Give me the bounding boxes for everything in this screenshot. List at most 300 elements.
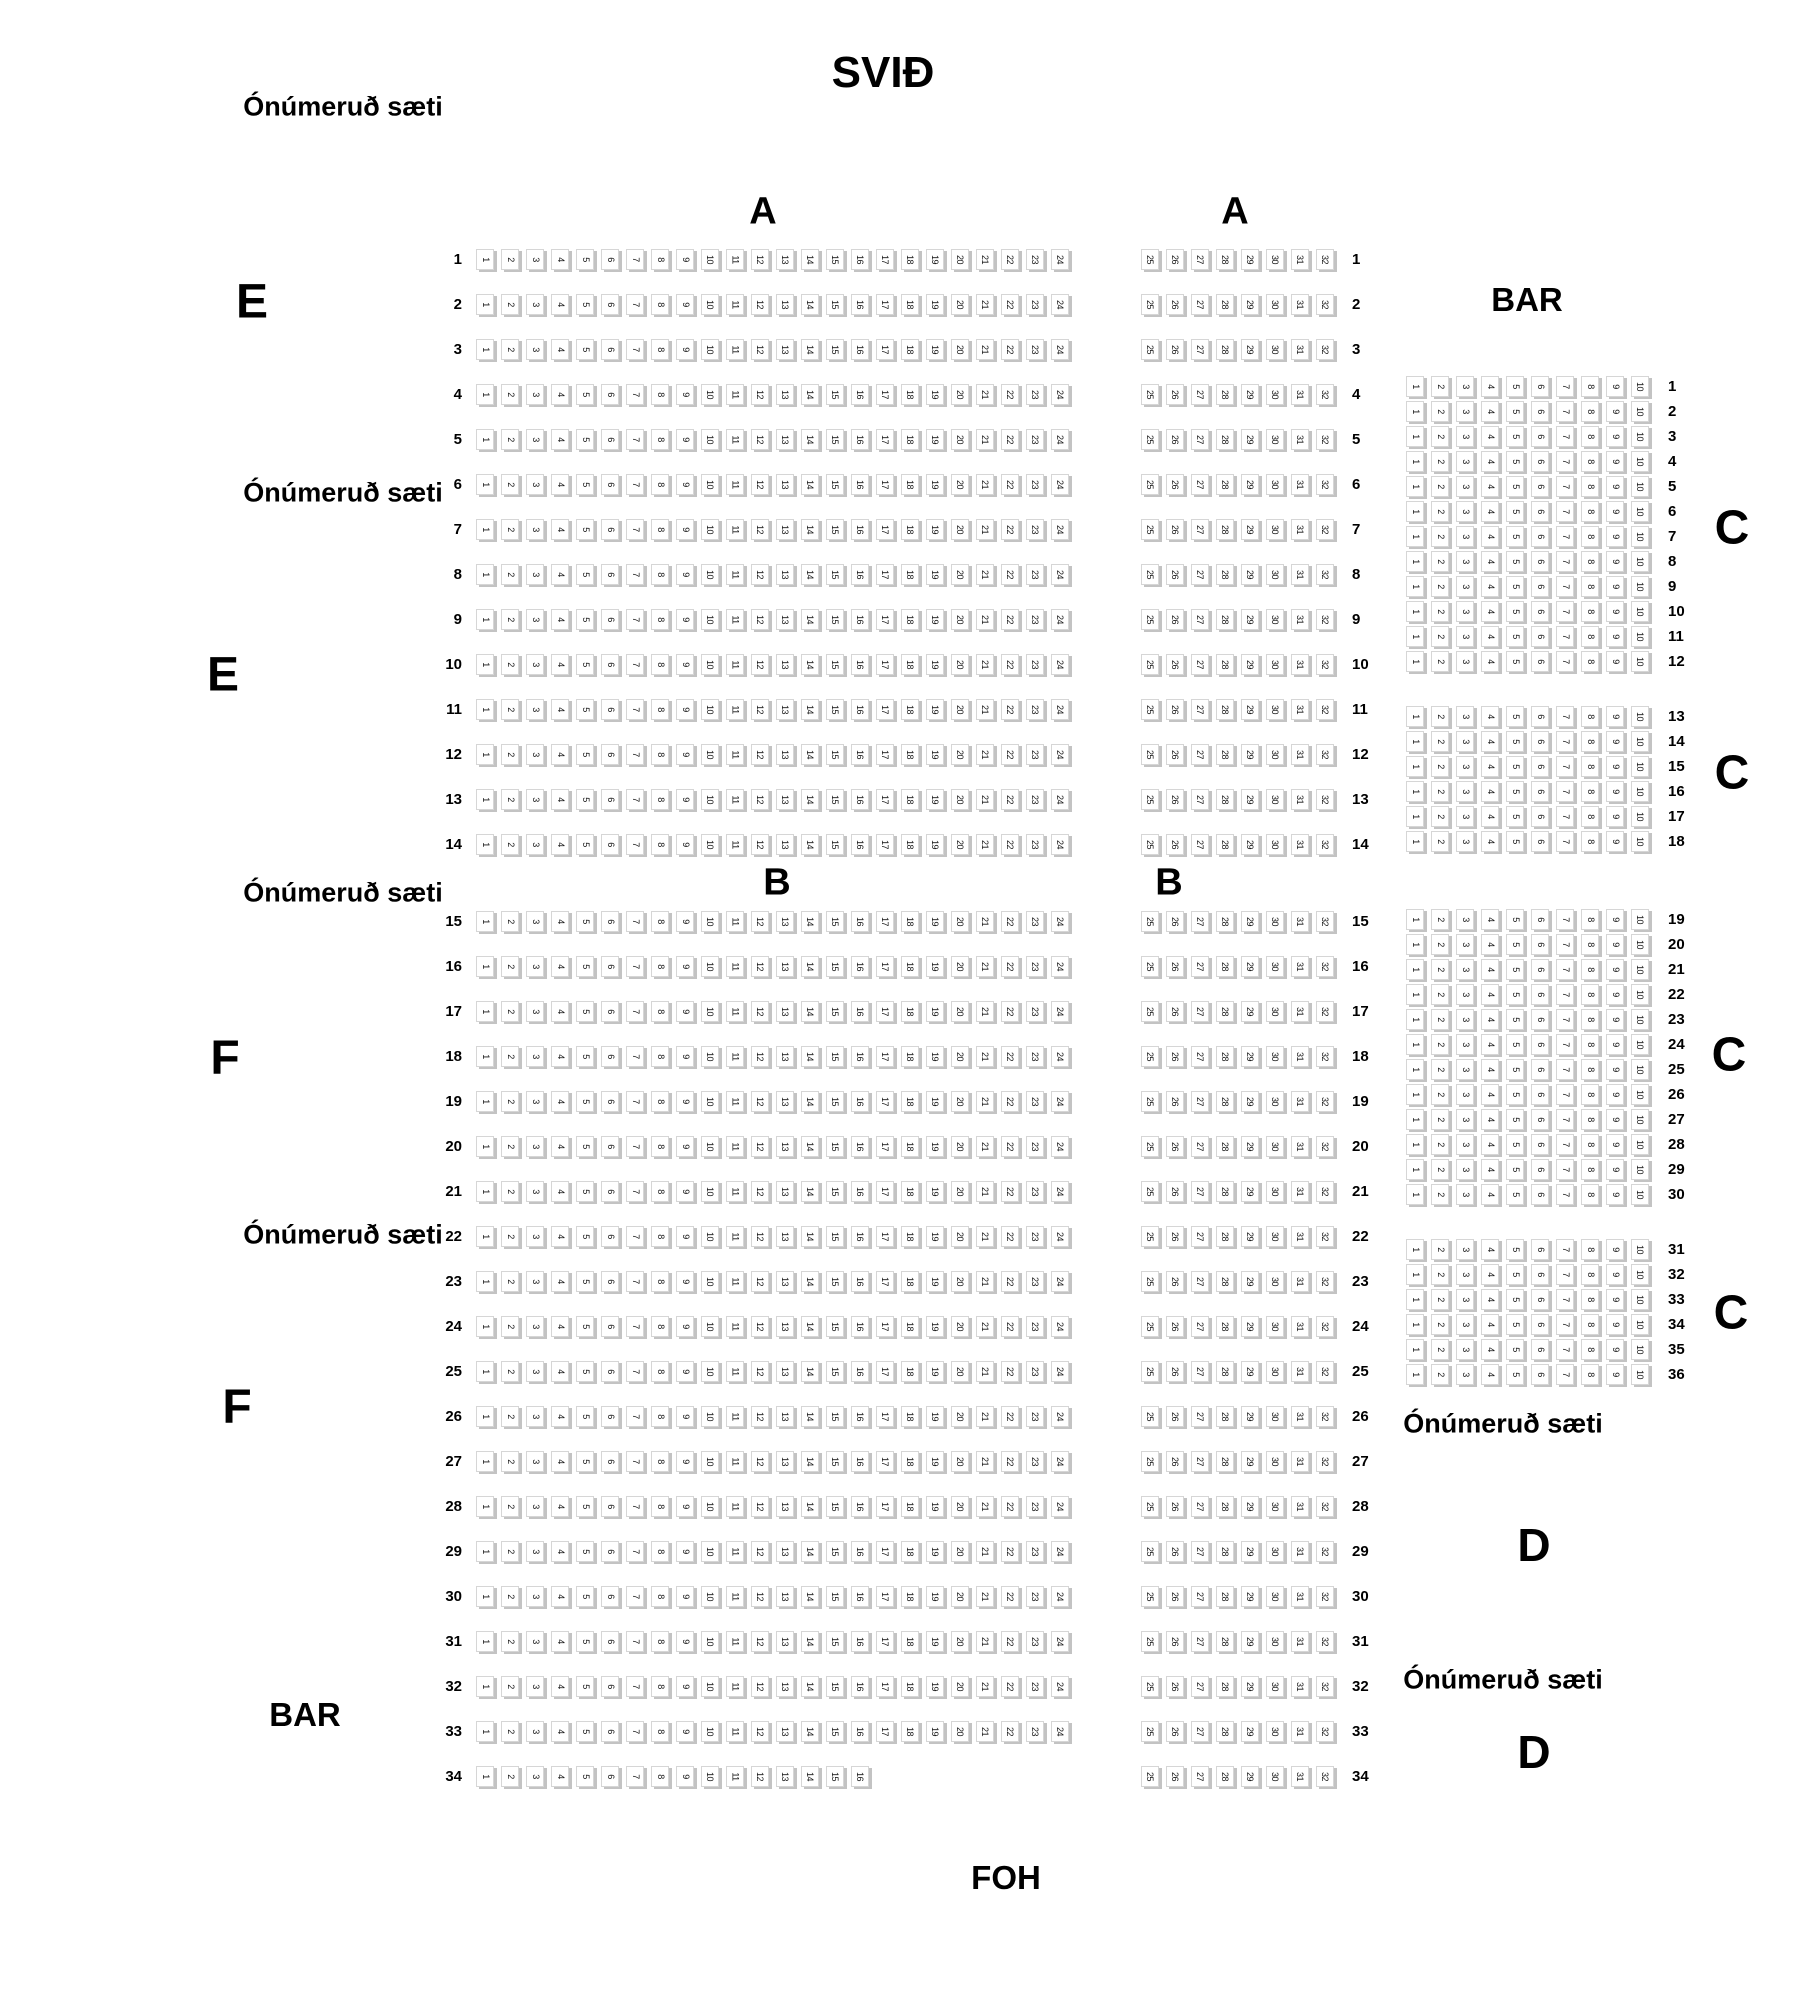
seat[interactable] [1581,756,1599,777]
seat[interactable] [926,654,944,675]
seat[interactable] [1216,429,1234,450]
seat[interactable] [1266,1136,1284,1157]
seat[interactable] [776,654,794,675]
seat[interactable] [576,744,594,765]
seat[interactable] [1606,1364,1624,1385]
seat[interactable] [1581,1109,1599,1130]
seat[interactable] [1481,1264,1499,1285]
seat[interactable] [476,654,494,675]
seat[interactable] [526,249,544,270]
seat[interactable] [1241,1496,1259,1517]
seat[interactable] [701,564,719,585]
seat[interactable] [651,1766,669,1787]
seat[interactable] [726,1406,744,1427]
seat[interactable] [701,294,719,315]
seat[interactable] [826,1541,844,1562]
seat[interactable] [1581,626,1599,647]
seat[interactable] [1431,781,1449,802]
seat[interactable] [1051,1451,1069,1472]
seat[interactable] [1581,1134,1599,1155]
seat[interactable] [926,294,944,315]
seat[interactable] [1481,781,1499,802]
seat[interactable] [776,1541,794,1562]
seat[interactable] [1481,1364,1499,1385]
seat[interactable] [726,1451,744,1472]
seat[interactable] [1456,576,1474,597]
seat[interactable] [926,609,944,630]
seat[interactable] [1026,911,1044,932]
seat[interactable] [826,1271,844,1292]
seat[interactable] [651,249,669,270]
seat[interactable] [601,956,619,977]
seat[interactable] [1581,651,1599,672]
seat[interactable] [626,1001,644,1022]
seat[interactable] [601,1451,619,1472]
seat[interactable] [1316,429,1334,450]
seat[interactable] [1531,501,1549,522]
seat[interactable] [1456,1034,1474,1055]
seat[interactable] [1556,576,1574,597]
seat[interactable] [826,1631,844,1652]
seat[interactable] [1581,934,1599,955]
seat[interactable] [1631,476,1649,497]
seat[interactable] [501,911,519,932]
seat[interactable] [751,1766,769,1787]
seat[interactable] [851,1766,869,1787]
seat[interactable] [576,249,594,270]
seat[interactable] [1406,401,1424,422]
seat[interactable] [876,1001,894,1022]
seat[interactable] [526,834,544,855]
seat[interactable] [1291,1721,1309,1742]
seat[interactable] [1216,1091,1234,1112]
seat[interactable] [1166,429,1184,450]
seat[interactable] [951,1226,969,1247]
seat[interactable] [1481,909,1499,930]
seat[interactable] [1406,1239,1424,1260]
seat[interactable] [926,1091,944,1112]
seat[interactable] [626,744,644,765]
seat[interactable] [1531,1109,1549,1130]
seat[interactable] [576,1271,594,1292]
seat[interactable] [1531,1364,1549,1385]
seat[interactable] [551,294,569,315]
seat[interactable] [626,1091,644,1112]
seat[interactable] [1556,401,1574,422]
seat[interactable] [576,384,594,405]
seat[interactable] [1216,1541,1234,1562]
seat[interactable] [651,474,669,495]
seat[interactable] [1581,909,1599,930]
seat[interactable] [551,956,569,977]
seat[interactable] [1026,1136,1044,1157]
seat[interactable] [1481,1184,1499,1205]
seat[interactable] [476,1271,494,1292]
seat[interactable] [776,564,794,585]
seat[interactable] [1506,451,1524,472]
seat[interactable] [1266,294,1284,315]
seat[interactable] [676,1676,694,1697]
seat[interactable] [1631,651,1649,672]
seat[interactable] [1406,1184,1424,1205]
seat[interactable] [1431,526,1449,547]
seat[interactable] [526,744,544,765]
seat[interactable] [976,1046,994,1067]
seat[interactable] [1141,1316,1159,1337]
seat[interactable] [1406,601,1424,622]
seat[interactable] [676,429,694,450]
seat[interactable] [1051,1496,1069,1517]
seat[interactable] [1406,831,1424,852]
seat[interactable] [726,429,744,450]
seat[interactable] [726,1676,744,1697]
seat[interactable] [1001,1586,1019,1607]
seat[interactable] [1606,426,1624,447]
seat[interactable] [751,429,769,450]
seat[interactable] [826,1406,844,1427]
seat[interactable] [776,956,794,977]
seat[interactable] [1051,1406,1069,1427]
seat[interactable] [1606,1084,1624,1105]
seat[interactable] [626,834,644,855]
seat[interactable] [701,429,719,450]
seat[interactable] [1166,834,1184,855]
seat[interactable] [1141,911,1159,932]
seat[interactable] [1191,1676,1209,1697]
seat[interactable] [601,1496,619,1517]
seat[interactable] [926,1451,944,1472]
seat[interactable] [926,339,944,360]
seat[interactable] [976,1001,994,1022]
seat[interactable] [901,429,919,450]
seat[interactable] [1531,1059,1549,1080]
seat[interactable] [951,384,969,405]
seat[interactable] [1266,1721,1284,1742]
seat[interactable] [701,1631,719,1652]
seat[interactable] [726,1181,744,1202]
seat[interactable] [1481,1009,1499,1030]
seat[interactable] [476,1721,494,1742]
seat[interactable] [926,1721,944,1742]
seat[interactable] [601,1721,619,1742]
seat[interactable] [1141,789,1159,810]
seat[interactable] [1606,376,1624,397]
seat[interactable] [1241,1091,1259,1112]
seat[interactable] [1406,1134,1424,1155]
seat[interactable] [851,1226,869,1247]
seat[interactable] [1141,1496,1159,1517]
seat[interactable] [1266,1046,1284,1067]
seat[interactable] [1291,834,1309,855]
seat[interactable] [1216,699,1234,720]
seat[interactable] [1241,1451,1259,1472]
seat[interactable] [476,1541,494,1562]
seat[interactable] [851,1271,869,1292]
seat[interactable] [851,654,869,675]
seat[interactable] [1001,1721,1019,1742]
seat[interactable] [826,564,844,585]
seat[interactable] [751,1721,769,1742]
seat[interactable] [1581,831,1599,852]
seat[interactable] [1631,831,1649,852]
seat[interactable] [601,519,619,540]
seat[interactable] [601,474,619,495]
seat[interactable] [626,1226,644,1247]
seat[interactable] [1001,1181,1019,1202]
seat[interactable] [1291,1046,1309,1067]
seat[interactable] [776,911,794,932]
seat[interactable] [651,1676,669,1697]
seat[interactable] [501,1316,519,1337]
seat[interactable] [1026,1091,1044,1112]
seat[interactable] [951,834,969,855]
seat[interactable] [1631,1184,1649,1205]
seat[interactable] [1316,1766,1334,1787]
seat[interactable] [1631,731,1649,752]
seat[interactable] [1166,1451,1184,1472]
seat[interactable] [676,654,694,675]
seat[interactable] [1556,551,1574,572]
seat[interactable] [851,956,869,977]
seat[interactable] [726,911,744,932]
seat[interactable] [1141,429,1159,450]
seat[interactable] [776,1451,794,1472]
seat[interactable] [1506,806,1524,827]
seat[interactable] [1481,501,1499,522]
seat[interactable] [876,1091,894,1112]
seat[interactable] [776,1271,794,1292]
seat[interactable] [1316,1496,1334,1517]
seat[interactable] [751,294,769,315]
seat[interactable] [551,834,569,855]
seat[interactable] [851,911,869,932]
seat[interactable] [1481,376,1499,397]
seat[interactable] [651,339,669,360]
seat[interactable] [551,1361,569,1382]
seat[interactable] [1506,401,1524,422]
seat[interactable] [576,519,594,540]
seat[interactable] [1581,476,1599,497]
seat[interactable] [1266,1541,1284,1562]
seat[interactable] [701,1586,719,1607]
seat[interactable] [976,609,994,630]
seat[interactable] [1191,1361,1209,1382]
seat[interactable] [1241,956,1259,977]
seat[interactable] [526,384,544,405]
seat[interactable] [926,911,944,932]
seat[interactable] [976,1091,994,1112]
seat[interactable] [1141,1766,1159,1787]
seat[interactable] [476,339,494,360]
seat[interactable] [526,1226,544,1247]
seat[interactable] [826,1046,844,1067]
seat[interactable] [751,1316,769,1337]
seat[interactable] [601,339,619,360]
seat[interactable] [551,384,569,405]
seat[interactable] [976,956,994,977]
seat[interactable] [501,1046,519,1067]
seat[interactable] [1141,654,1159,675]
seat[interactable] [1606,1034,1624,1055]
seat[interactable] [751,1586,769,1607]
seat[interactable] [476,429,494,450]
seat[interactable] [1191,1586,1209,1607]
seat[interactable] [1531,476,1549,497]
seat[interactable] [501,1766,519,1787]
seat[interactable] [601,699,619,720]
seat[interactable] [776,1181,794,1202]
seat[interactable] [926,1406,944,1427]
seat[interactable] [701,474,719,495]
seat[interactable] [1531,831,1549,852]
seat[interactable] [1606,651,1624,672]
seat[interactable] [726,1136,744,1157]
seat[interactable] [1141,474,1159,495]
seat[interactable] [501,474,519,495]
seat[interactable] [701,1091,719,1112]
seat[interactable] [1431,1009,1449,1030]
seat[interactable] [526,1631,544,1652]
seat[interactable] [676,789,694,810]
seat[interactable] [726,1541,744,1562]
seat[interactable] [976,1181,994,1202]
seat[interactable] [801,1586,819,1607]
seat[interactable] [1431,1314,1449,1335]
seat[interactable] [1556,706,1574,727]
seat[interactable] [1406,781,1424,802]
seat[interactable] [926,519,944,540]
seat[interactable] [1531,1159,1549,1180]
seat[interactable] [501,1496,519,1517]
seat[interactable] [1241,294,1259,315]
seat[interactable] [776,474,794,495]
seat[interactable] [576,1721,594,1742]
seat[interactable] [1316,1136,1334,1157]
seat[interactable] [1141,609,1159,630]
seat[interactable] [1581,706,1599,727]
seat[interactable] [1051,654,1069,675]
seat[interactable] [876,1136,894,1157]
seat[interactable] [551,1091,569,1112]
seat[interactable] [851,1046,869,1067]
seat[interactable] [1051,519,1069,540]
seat[interactable] [701,609,719,630]
seat[interactable] [1531,1084,1549,1105]
seat[interactable] [1606,1339,1624,1360]
seat[interactable] [1051,1631,1069,1652]
seat[interactable] [901,1181,919,1202]
seat[interactable] [1216,1586,1234,1607]
seat[interactable] [901,1091,919,1112]
seat[interactable] [701,1721,719,1742]
seat[interactable] [1456,601,1474,622]
seat[interactable] [1506,1009,1524,1030]
seat[interactable] [1431,551,1449,572]
seat[interactable] [676,834,694,855]
seat[interactable] [1216,1181,1234,1202]
seat[interactable] [1606,1289,1624,1310]
seat[interactable] [1456,756,1474,777]
seat[interactable] [1406,1364,1424,1385]
seat[interactable] [1606,831,1624,852]
seat[interactable] [951,564,969,585]
seat[interactable] [1431,806,1449,827]
seat[interactable] [1481,756,1499,777]
seat[interactable] [726,609,744,630]
seat[interactable] [876,564,894,585]
seat[interactable] [526,1136,544,1157]
seat[interactable] [501,609,519,630]
seat[interactable] [1456,1084,1474,1105]
seat[interactable] [1531,959,1549,980]
seat[interactable] [576,1586,594,1607]
seat[interactable] [976,699,994,720]
seat[interactable] [1316,519,1334,540]
seat[interactable] [1241,249,1259,270]
seat[interactable] [676,1631,694,1652]
seat[interactable] [976,564,994,585]
seat[interactable] [851,1541,869,1562]
seat[interactable] [1506,476,1524,497]
seat[interactable] [1456,934,1474,955]
seat[interactable] [1291,1496,1309,1517]
seat[interactable] [1431,401,1449,422]
seat[interactable] [1191,699,1209,720]
seat[interactable] [1606,1239,1624,1260]
seat[interactable] [1456,1059,1474,1080]
seat[interactable] [1001,1136,1019,1157]
seat[interactable] [1001,564,1019,585]
seat[interactable] [1191,1496,1209,1517]
seat[interactable] [651,1451,669,1472]
seat[interactable] [751,1046,769,1067]
seat[interactable] [551,249,569,270]
seat[interactable] [1291,1361,1309,1382]
seat[interactable] [1316,1001,1334,1022]
seat[interactable] [501,1721,519,1742]
seat[interactable] [926,1361,944,1382]
seat[interactable] [751,834,769,855]
seat[interactable] [951,1676,969,1697]
seat[interactable] [1026,1496,1044,1517]
seat[interactable] [901,384,919,405]
seat[interactable] [1051,249,1069,270]
seat[interactable] [1166,789,1184,810]
seat[interactable] [676,1271,694,1292]
seat[interactable] [901,1406,919,1427]
seat[interactable] [751,384,769,405]
seat[interactable] [826,519,844,540]
seat[interactable] [1051,1046,1069,1067]
seat[interactable] [576,654,594,675]
seat[interactable] [551,1496,569,1517]
seat[interactable] [1001,429,1019,450]
seat[interactable] [1506,1314,1524,1335]
seat[interactable] [801,699,819,720]
seat[interactable] [1241,744,1259,765]
seat[interactable] [1581,1034,1599,1055]
seat[interactable] [1631,756,1649,777]
seat[interactable] [601,1316,619,1337]
seat[interactable] [1581,1364,1599,1385]
seat[interactable] [1631,1264,1649,1285]
seat[interactable] [676,1181,694,1202]
seat[interactable] [1581,1314,1599,1335]
seat[interactable] [576,1001,594,1022]
seat[interactable] [701,339,719,360]
seat[interactable] [926,1046,944,1067]
seat[interactable] [801,1091,819,1112]
